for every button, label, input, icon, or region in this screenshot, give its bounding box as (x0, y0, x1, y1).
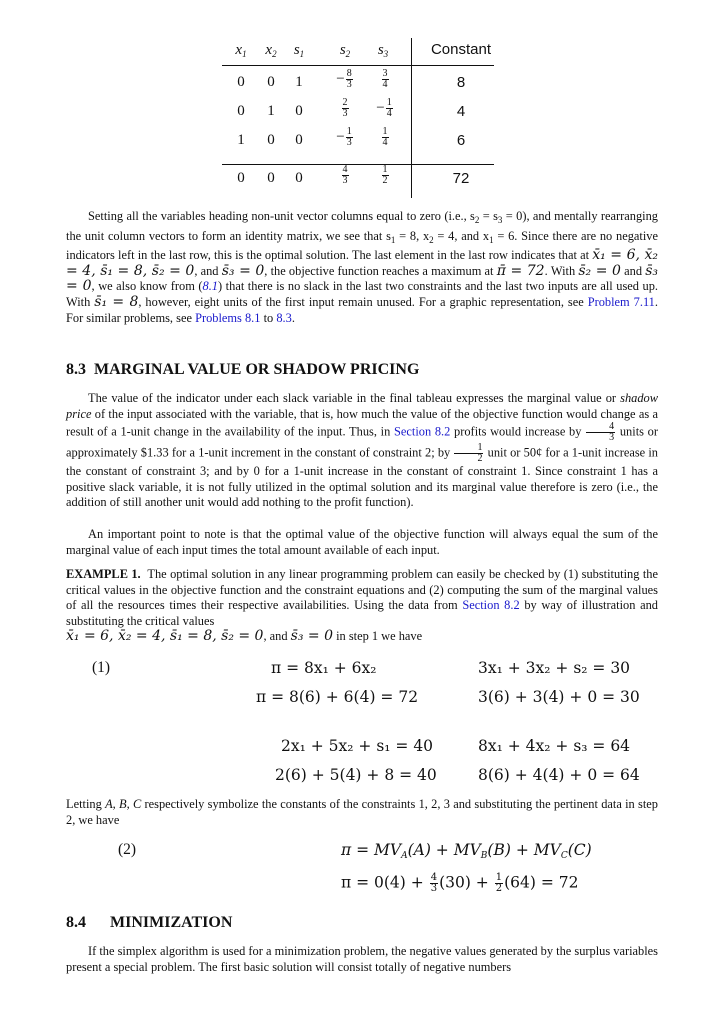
fraction: $\frac{3}{4}$ (382, 68, 388, 90)
tableau-fraction-cell (366, 98, 404, 119)
equation-constraint-3-value: 8(6) + 4(4) + 0 = 64 (478, 766, 640, 784)
tableau-fraction-cell (326, 165, 364, 186)
tableau-cell: 1 (267, 103, 275, 119)
equation-marginal-sum: $\pi = MV_A(A) + MV_B(B) + MV_C(C)$ (341, 841, 592, 861)
tableau-cell: 0 (267, 170, 275, 186)
tableau-cell: 0 (237, 103, 245, 119)
section-title-84: MINIMIZATION (110, 914, 233, 931)
section-title: MARGINAL VALUE OR SHADOW PRICING (94, 361, 420, 378)
tableau-constant-cell: 8 (456, 74, 466, 91)
example-label: EXAMPLE 1. (66, 567, 141, 581)
tableau-constant-cell: 4 (456, 103, 466, 120)
section-8-3-heading (66, 361, 419, 379)
equation-marginal-value: π = 0(4) + $\frac{4}{3}$ (30) + $\frac{1}{2}$ (64) = 72 (341, 872, 579, 894)
link-section-8-2[interactable]: Section 8.2 (393, 424, 451, 439)
link-problem-8-3[interactable]: 8.3 (276, 310, 292, 325)
tableau-fraction-cell (366, 127, 404, 148)
link-section-8-2b[interactable]: Section 8.2 (462, 598, 520, 613)
header-rule (222, 65, 494, 66)
math-critical-values: x̄₁ = 6, x̄₂ = 4, s̄₁ = 8, s̄₂ = 0 (66, 247, 658, 279)
fraction-one-half: $\frac{1}{2}$ (454, 443, 483, 464)
section-number-84: 8.4 (66, 914, 86, 931)
math-s1: s̄₁ = 8 (94, 293, 139, 310)
math-example-values: x̄₁ = 6, x̄₂ = 4, s̄₁ = 8, s̄₂ = 0 (66, 628, 264, 645)
fraction: $\frac{1}{4}$ (382, 126, 388, 148)
header-x2: $x_2$ (265, 42, 277, 59)
tableau-constant-cell: 6 (456, 132, 466, 149)
step-1-label: (1) (92, 659, 111, 676)
constant-divider (411, 38, 412, 198)
fraction: $\frac{8}{3}$ (346, 68, 352, 90)
fraction-sign: − (336, 129, 345, 145)
fraction-four-thirds: $\frac{4}{3}$ (586, 422, 615, 443)
tableau-cell: 0 (295, 132, 303, 148)
tableau-cell: 0 (295, 170, 303, 186)
paragraph-optimal-solution: Setting all the variables heading non-unit vector columns equal to zero (i.e., $s_2 = s_3 = 0$), and mentally rearranging the unit column vectors to form an identity matrix, we see that $s_1 = 8$, $x_2 = 4$, and $x_1 = 6$. Since there are no negative indicators left in the last row, this is the optimal solution. The last element in the last row indicates that at x̄₁ = 6, x̄₂ = 4, s̄₁ = 8, s̄₂ = 0, and s̄₃ = 0, the objective function reaches a maximum at π̄ = 72. With s̄₂ = 0 and s̄₃ = 0, we also know from (8.1) that there is no slack in the last two constraints and the last two inputs are all used up. With s̄₁ = 8, however, eight units of the first input remain unused. For a graphic representation, see Problem 7.11. For similar problems, see Problems 8.1 to 8.3. (66, 209, 659, 325)
example-1-text: EXAMPLE 1. The optimal solution in any linear programming problem can easily be checked by (1) substituting the critical values in the objective function and the constraint equations and (2) computing the sum of the marginal values of all the resources times their respective availabilities. Using the data from Section 8.2 by way of illustration and substituting the critical values x̄₁ = 6, x̄₂ = 4, s̄₁ = 8, s̄₂ = 0, and s̄₃ = 0 in step 1 we have (66, 567, 658, 645)
header-s2: $s_2$ (339, 42, 351, 59)
link-problem-7-11[interactable]: Problem 7.11 (587, 294, 655, 309)
final-tableau (222, 38, 494, 198)
section-number: 8.3 (66, 361, 86, 378)
header-x1: $x_1$ (235, 42, 247, 59)
paragraph-minimization: If the simplex algorithm is used for a minimization problem, the negative values generated by the surplus variables present a special problem. The first basic solution will consist totally of negative numbers (66, 944, 658, 974)
tableau-cell: 0 (267, 132, 275, 148)
step-2-label: (2) (118, 841, 137, 858)
paragraph-step-2: Letting A, B, C respectively symbolize the constants of the constraints 1, 2, 3 and substituting the pertinent data in step 2, we have (66, 797, 658, 827)
fraction-sign: − (336, 71, 345, 87)
tableau-cell: 0 (267, 74, 275, 90)
tableau-fraction-cell (366, 69, 404, 90)
tableau-cell: 0 (237, 74, 245, 90)
tableau-constant-cell: 72 (452, 170, 470, 187)
equation-constraint-1-value: 2(6) + 5(4) + 8 = 40 (275, 766, 437, 784)
fraction: $\frac{1}{3}$ (346, 126, 352, 148)
paragraph-important-point: An important point to note is that the optimal value of the objective function will always equal the sum of the marginal value of each input times the total amount available of each input. (66, 527, 658, 557)
equation-constraint-2: 3x₁ + 3x₂ + s₂ = 30 (478, 659, 631, 677)
equation-objective-value: π = 8(6) + 6(4) = 72 (256, 688, 419, 706)
equation-constraint-3: 8x₁ + 4x₂ + s₃ = 64 (478, 737, 631, 755)
link-problems-8-1[interactable]: Problems 8.1 (195, 310, 261, 325)
tableau-cell: 0 (295, 103, 303, 119)
math-s2: s̄₂ = 0 (578, 262, 621, 279)
fraction-four-thirds-b: $\frac{4}{3}$ (430, 872, 438, 894)
tableau-fraction-cell (326, 98, 364, 119)
section-8-4-heading (66, 914, 232, 932)
equation-objective: π = 8x₁ + 6x₂ (271, 659, 377, 677)
math-s3: s̄₃ = 0 (221, 262, 265, 279)
math-pi: π̄ = 72 (496, 262, 545, 279)
link-eq-8-1[interactable]: 8.1 (202, 279, 219, 294)
fraction: $\frac{1}{4}$ (386, 97, 392, 119)
fraction-one-half-b: $\frac{1}{2}$ (495, 872, 503, 894)
tableau-fraction-cell (366, 165, 404, 186)
header-constant: Constant (430, 41, 492, 58)
tableau-cell: 1 (237, 132, 245, 148)
fraction: $\frac{1}{2}$ (382, 164, 388, 186)
fraction-sign: − (376, 100, 385, 116)
tableau-fraction-cell (326, 127, 364, 148)
equation-constraint-2-value: 3(6) + 3(4) + 0 = 30 (478, 688, 640, 706)
fraction: $\frac{2}{3}$ (342, 97, 348, 119)
math-example-s3: s̄₃ = 0 (290, 628, 333, 645)
math-s3b: s̄₃ = 0 (66, 262, 659, 295)
tableau-cell: 1 (295, 74, 303, 90)
header-s1: $s_1$ (293, 42, 305, 59)
fraction: $\frac{4}{3}$ (342, 164, 348, 186)
tableau-cell: 0 (237, 170, 245, 186)
paragraph-shadow-price: The value of the indicator under each slack variable in the final tableau expresses the marginal value or shadow price of the input associated with the variable, that is, how much the value of the objective function would change as a result of a 1-unit change in the availability of the input. Thus, in Section 8.2 profits would increase by $\frac{4}{3}$ units or approximately $1.33 for a 1-unit increment in the constant of constraint 2; by $\frac{1}{2}$ unit or 50¢ for a 1-unit increase in the constant of constraint 3; and by 0 for a 1-unit increase in the constant of constraint 1. Since constraint 1 has a positive slack variable, it is not fully utilized in the optimal solution and its marginal value therefore is zero (i.e., the addition of still another unit would add nothing to the profit function). (66, 391, 659, 510)
header-s3: $s_3$ (377, 42, 389, 59)
tableau-fraction-cell (326, 69, 364, 90)
equation-constraint-1: 2x₁ + 5x₂ + s₁ = 40 (281, 737, 434, 755)
